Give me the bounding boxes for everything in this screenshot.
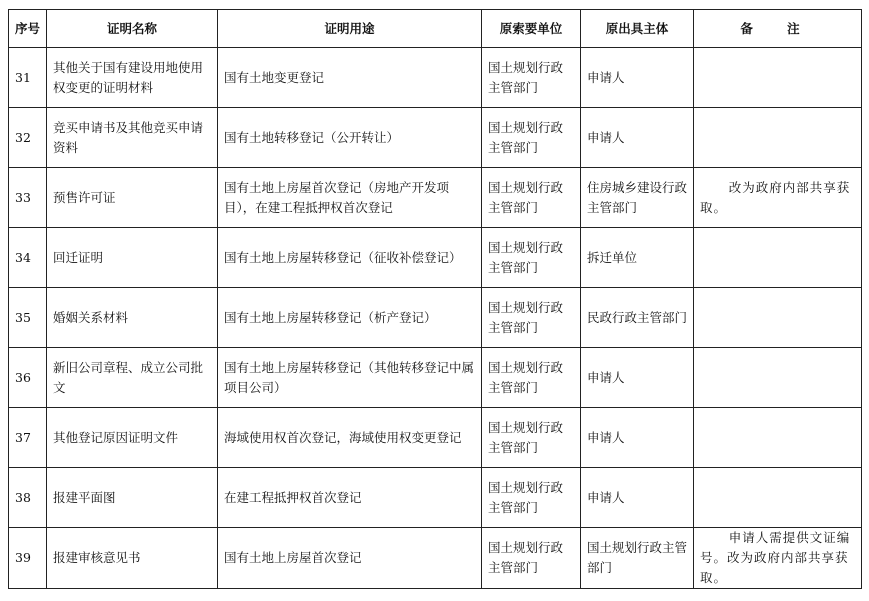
table-row (9, 468, 862, 528)
cell-note (694, 348, 862, 408)
cell-issuer: 申请人 (581, 468, 694, 528)
header-dept: 原索要单位 (482, 10, 581, 48)
cell-note: 申请人需提供文证编号。改为政府内部共享获取。 (694, 528, 862, 589)
cell-use: 国有土地上房屋转移登记（其他转移登记中属项目公司） (218, 348, 482, 408)
cell-no: 38 (9, 468, 47, 528)
cell-use: 国有土地上房屋转移登记（析产登记） (218, 288, 482, 348)
cell-use: 国有土地上房屋首次登记（房地产开发项目），在建工程抵押权首次登记 (218, 168, 482, 228)
table-row (9, 408, 862, 468)
cell-note (694, 288, 862, 348)
cell-no: 31 (9, 48, 47, 108)
cell-no: 37 (9, 408, 47, 468)
cell-no: 33 (9, 168, 47, 228)
table-row (9, 348, 862, 408)
header-name: 证明名称 (47, 10, 218, 48)
header-no: 序号 (9, 10, 47, 48)
cell-name: 新旧公司章程、成立公司批文 (47, 348, 218, 408)
cell-note: 改为政府内部共享获取。 (694, 168, 862, 228)
cell-note (694, 108, 862, 168)
cell-name: 报建平面图 (47, 468, 218, 528)
cell-no: 32 (9, 108, 47, 168)
cell-issuer: 国土规划行政主管部门 (581, 528, 694, 589)
cell-issuer: 民政行政主管部门 (581, 288, 694, 348)
header-issuer: 原出具主体 (581, 10, 694, 48)
cell-use: 国有土地转移登记（公开转让） (218, 108, 482, 168)
cell-dept: 国土规划行政主管部门 (482, 108, 581, 168)
header-use: 证明用途 (218, 10, 482, 48)
cell-name: 婚姻关系材料 (47, 288, 218, 348)
cell-issuer: 申请人 (581, 408, 694, 468)
cell-name: 预售许可证 (47, 168, 218, 228)
cell-dept: 国土规划行政主管部门 (482, 408, 581, 468)
cell-use: 国有土地上房屋首次登记 (218, 528, 482, 589)
cell-note (694, 408, 862, 468)
certificate-table (8, 9, 862, 589)
cell-dept: 国土规划行政主管部门 (482, 48, 581, 108)
cell-dept: 国土规划行政主管部门 (482, 468, 581, 528)
cell-issuer: 拆迁单位 (581, 228, 694, 288)
cell-issuer: 申请人 (581, 48, 694, 108)
cell-dept: 国土规划行政主管部门 (482, 528, 581, 589)
cell-no: 36 (9, 348, 47, 408)
cell-name: 其他登记原因证明文件 (47, 408, 218, 468)
cell-use: 海域使用权首次登记，海域使用权变更登记 (218, 408, 482, 468)
header-row (9, 10, 862, 48)
cell-use: 国有土地变更登记 (218, 48, 482, 108)
cell-note (694, 48, 862, 108)
table-row (9, 168, 862, 228)
cell-name: 回迁证明 (47, 228, 218, 288)
cell-no: 39 (9, 528, 47, 589)
cell-no: 34 (9, 228, 47, 288)
table-row (9, 48, 862, 108)
cell-use: 国有土地上房屋转移登记（征收补偿登记） (218, 228, 482, 288)
cell-use: 在建工程抵押权首次登记 (218, 468, 482, 528)
cell-dept: 国土规划行政主管部门 (482, 288, 581, 348)
header-note: 备 注 (694, 10, 862, 48)
table-row (9, 108, 862, 168)
table-row (9, 528, 862, 589)
table-row (9, 228, 862, 288)
cell-issuer: 住房城乡建设行政主管部门 (581, 168, 694, 228)
cell-dept: 国土规划行政主管部门 (482, 348, 581, 408)
cell-no: 35 (9, 288, 47, 348)
cell-issuer: 申请人 (581, 108, 694, 168)
cell-name: 其他关于国有建设用地使用权变更的证明材料 (47, 48, 218, 108)
cell-name: 报建审核意见书 (47, 528, 218, 589)
table-row (9, 288, 862, 348)
cell-dept: 国土规划行政主管部门 (482, 228, 581, 288)
cell-note (694, 468, 862, 528)
cell-name: 竞买申请书及其他竞买申请资料 (47, 108, 218, 168)
cell-issuer: 申请人 (581, 348, 694, 408)
cell-note (694, 228, 862, 288)
cell-dept: 国土规划行政主管部门 (482, 168, 581, 228)
